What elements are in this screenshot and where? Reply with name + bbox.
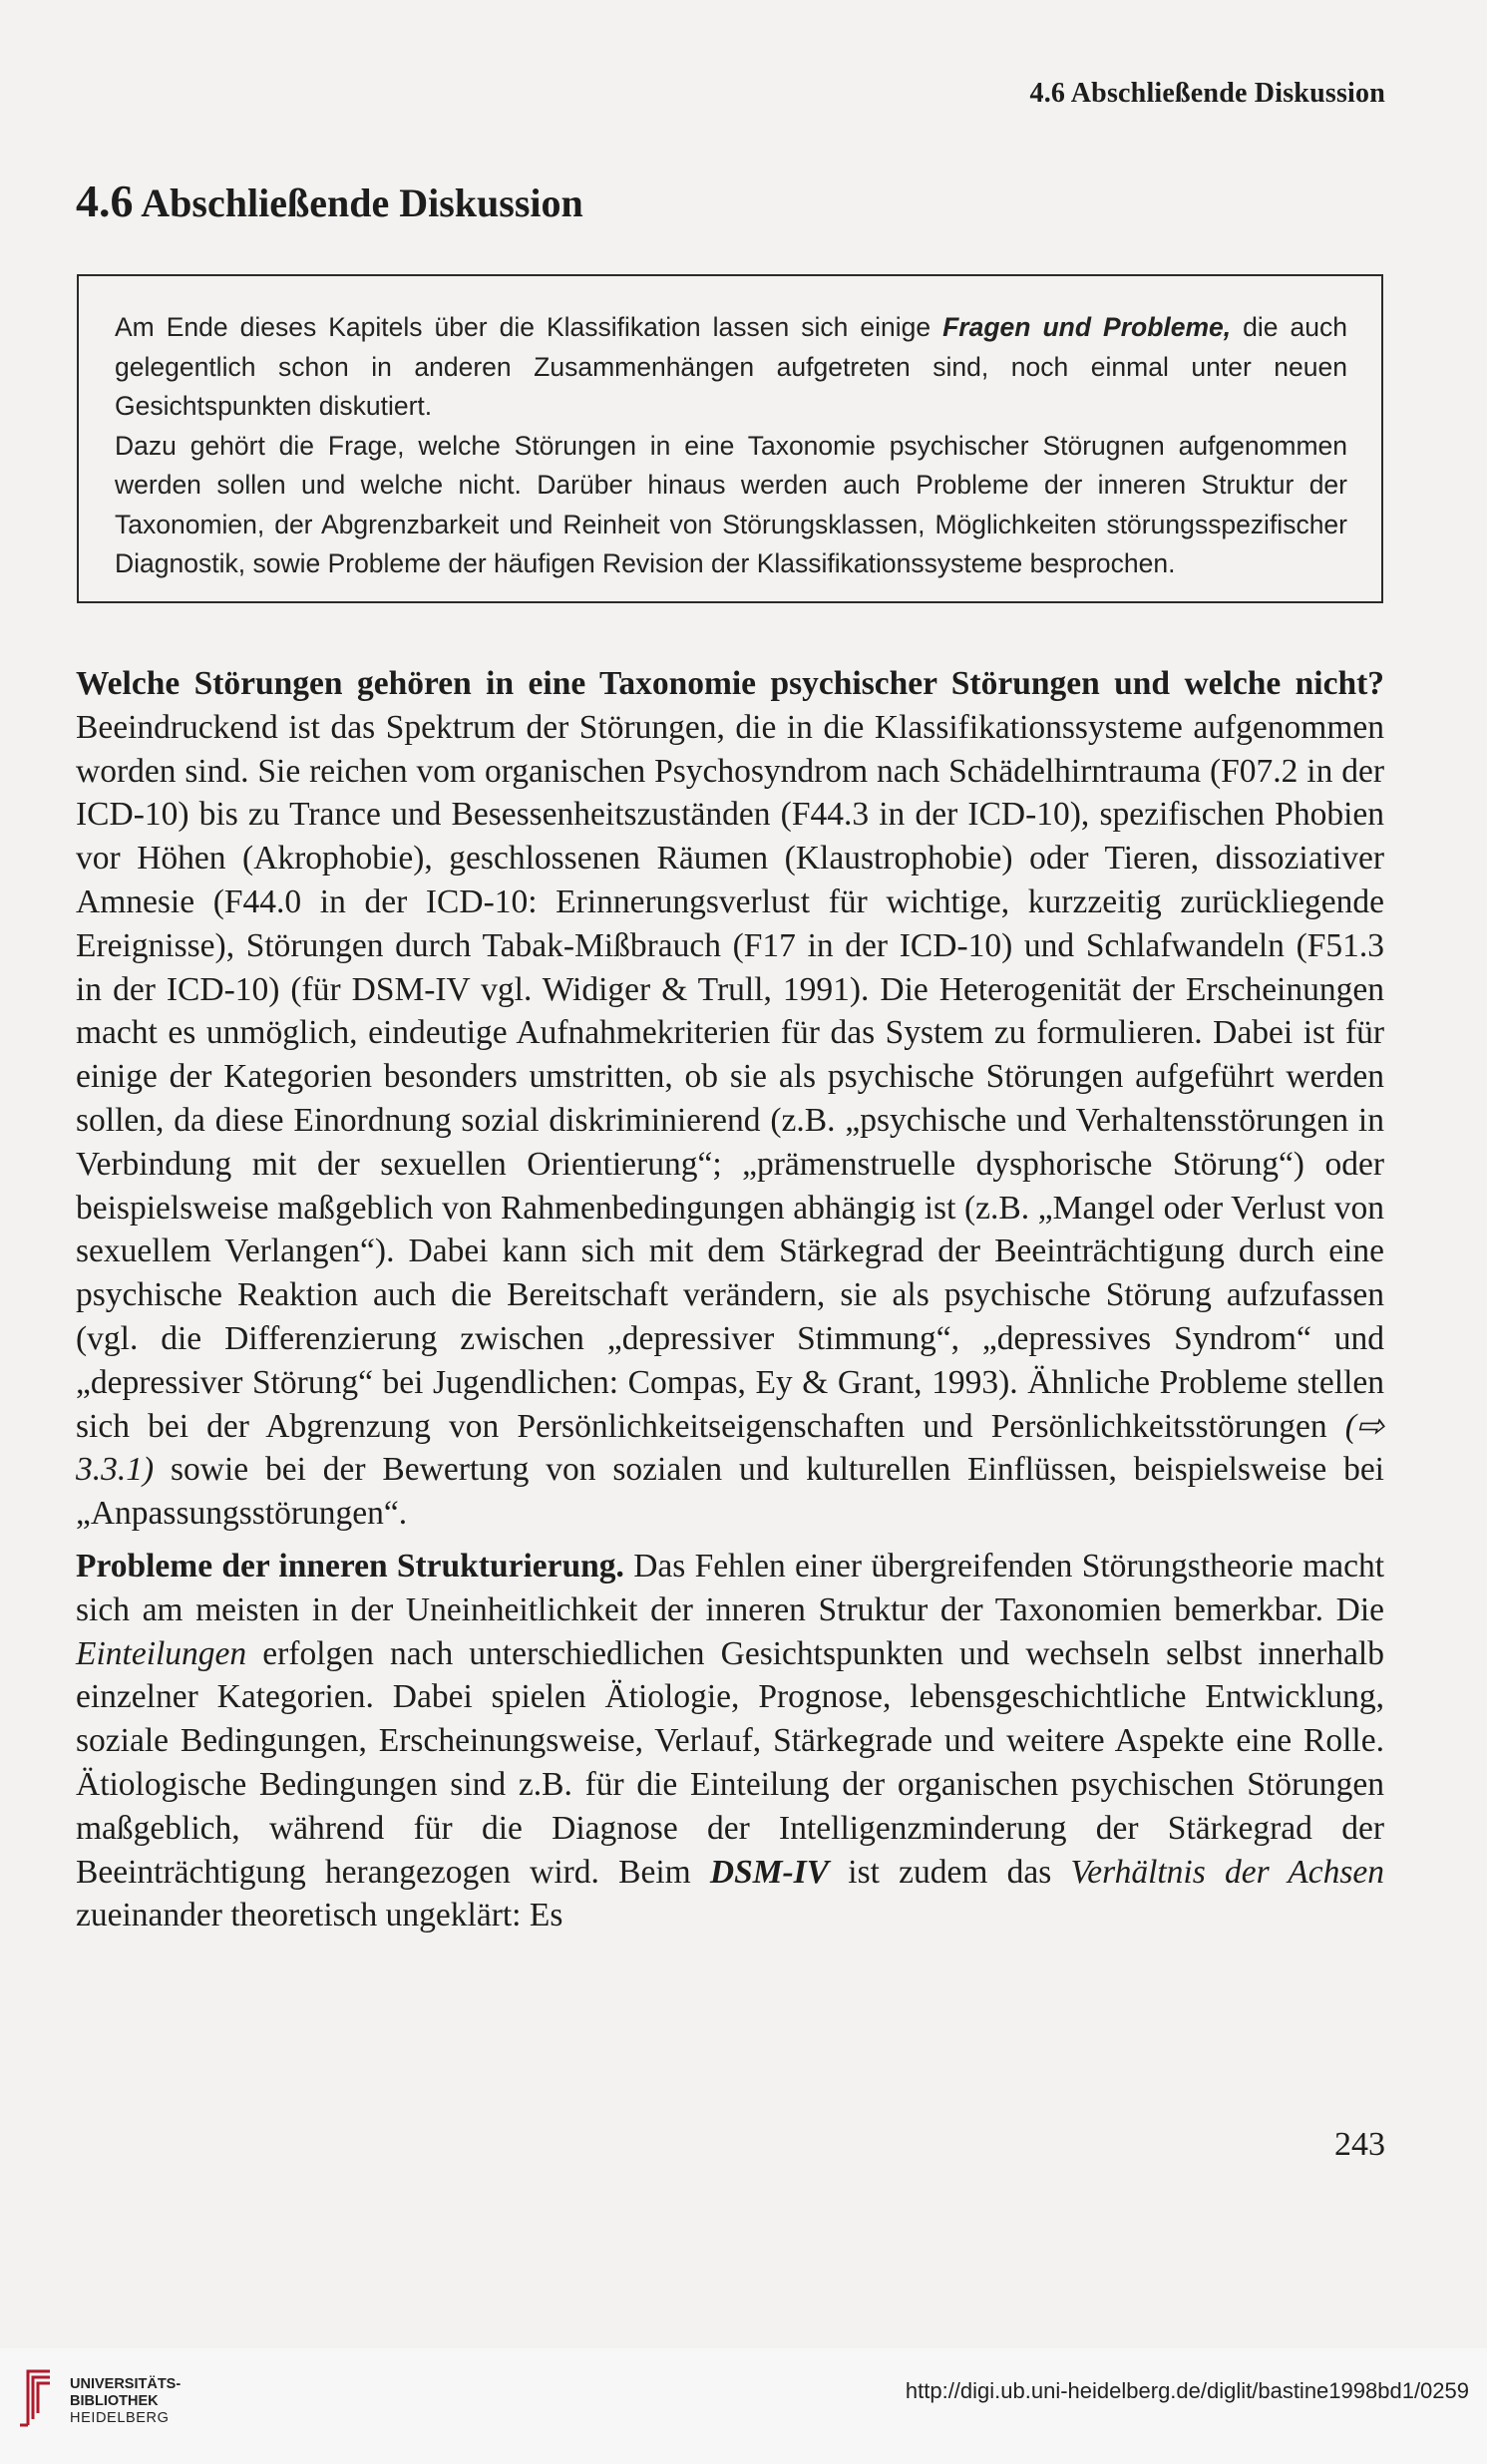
section-number: 4.6: [76, 176, 134, 226]
italic-term: Verhältnis der Achsen: [1070, 1853, 1384, 1891]
paragraph-heading: Welche Störungen gehören in eine Taxonomie psychischer Störungen und welche nicht?: [76, 665, 1384, 702]
paragraph-text: sowie bei der Bewertung von sozialen und kulturellen Einflüssen, beispielsweise bei „Anpassungsstörungen“.: [76, 1451, 1384, 1533]
permalink-url[interactable]: http://digi.ub.uni-heidelberg.de/diglit/bastine1998bd1/0259: [905, 2378, 1469, 2403]
paragraph-text: Das Fehlen einer übergreifenden Störungstheorie macht sich am meisten in der Uneinheitlichkeit der inneren Struktur der Taxonomien bemerkbar. Die: [76, 1547, 1384, 1628]
page-number: 243: [1334, 2126, 1385, 2163]
cross-reference-link[interactable]: (⇨ 3.3.1): [76, 1407, 1384, 1489]
summary-text-1a: Am Ende dieses Kapitels über die Klassifikation lassen sich einige: [115, 312, 943, 342]
paragraph-text: ist zudem das: [829, 1853, 1071, 1891]
paragraph-text: zueinander theoretisch ungeklärt: Es: [76, 1897, 563, 1935]
library-name-line: BIBLIOTHEK: [70, 2393, 159, 2409]
library-logo-icon: [16, 2367, 56, 2429]
summary-emphasis: Fragen und Probleme,: [942, 312, 1232, 342]
paragraph-text: erfolgen nach unterschiedlichen Gesichtspunkten und wechseln selbst innerhalb einzelner Kategorien. Dabei spielen Ätiologie, Prognose, lebensgeschichtliche Entwicklung, soziale Bedingungen, Erscheinungsweise, Verlauf, Stärkegrade und weitere Aspekte eine Rolle. Ätiologische Bedingungen sind z.B. für die Einteilung der organischen psychischen Störungen maßgeblich, während für die Diagnose der Intelligenzminderung der Stärkegrad der Beeinträchtigung herangezogen wird. Beim: [76, 1634, 1384, 1891]
paragraph-text: Beeindruckend ist das Spektrum der Störungen, die in die Klassifikationssysteme aufgenommen worden sind. Sie reichen vom organischen Psychosyndrom nach Schädelhirntrauma (F07.2 in der ICD-10) bis zu Trance und Besessenheitszuständen (F44.3 in der ICD-10), spezifischen Phobien vor Höhen (Akrophobie), geschlossenen Räumen (Klaustrophobie) oder Tieren, dissoziativer Amnesie (F44.0 in der ICD-10: Erinnerungsverlust für wichtige, kurzzeitig zurückliegende Ereignisse), Störungen durch Tabak-Mißbrauch (F17 in der ICD-10) und Schlafwandeln (F51.3 in der ICD-10) (für DSM-IV vgl. Widiger & Trull, 1991). Die Heterogenität der Erscheinungen macht es unmöglich, eindeutige Aufnahmekriterien für das System zu formulieren. Dabei ist für einige der Kategorien besonders umstritten, ob sie als psychische Störungen aufgeführt werden sollen, da diese Einordnung sozial diskriminierend (z.B. „psychische und Verhaltensstörungen in Verbindung mit der sexuellen Orientierung“; „prämenstruelle dysphorische Störung“) oder beispielsweise maßgeblich von Rahmenbedingungen abhängig ist (z.B. „Mangel oder Verlust von sexuellem Verlangen“). Dabei kann sich mit dem Stärkegrad der Beeinträchtigung durch eine psychische Reaktion auch die Bereitschaft verändern, sie als psychische Störung aufzufassen (vgl. die Differenzierung zwischen „depressiver Stimmung“, „depressives Syndrom“ und „depressiver Störung“ bei Jugendlichen: Compas, Ey & Grant, 1993). Ähnliche Probleme stellen sich bei der Abgrenzung von Persönlichkeitseigenschaften und Persönlichkeitsstörungen: [76, 708, 1384, 1445]
chapter-summary-box: [77, 274, 1383, 603]
bold-italic-term: DSM-IV: [709, 1853, 830, 1891]
section-title: [76, 175, 583, 227]
body-text: [76, 662, 1384, 1946]
running-head: 4.6 Abschließende Diskussion: [1029, 78, 1385, 109]
library-name-line: UNIVERSITÄTS-: [70, 2376, 182, 2392]
summary-text-1b: die auch gelegentlich schon in anderen Zusammenhängen aufgetreten sind, noch einmal unter neuen Gesichtspunkten diskutiert.: [115, 312, 1347, 421]
paragraph-heading: Probleme der inneren Strukturierung.: [76, 1547, 624, 1584]
summary-paragraph-1: [115, 308, 1347, 427]
summary-paragraph-2: Dazu gehört die Frage, welche Störungen in eine Taxonomie psychischer Störugnen aufgenommen werden sollen und welche nicht. Darüber hinaus werden auch Probleme der inneren Struktur der Taxonomien, der Abgrenzbarkeit und Reinheit von Störungsklassen, Möglichkeiten störungsspezifischer Diagnostik, sowie Probleme der häufigen Revision der Klassifikationssysteme besprochen.: [115, 430, 1347, 578]
library-name-line: HEIDELBERG: [70, 2410, 170, 2426]
library-name: [70, 2376, 181, 2427]
digitization-footer: [0, 2348, 1487, 2464]
paragraph-internal-structure: [76, 1545, 1384, 1937]
italic-term: Einteilungen: [76, 1634, 247, 1672]
paragraph-taxonomy-scope: [76, 662, 1384, 1536]
section-title-text: Abschließende Diskussion: [141, 180, 583, 225]
